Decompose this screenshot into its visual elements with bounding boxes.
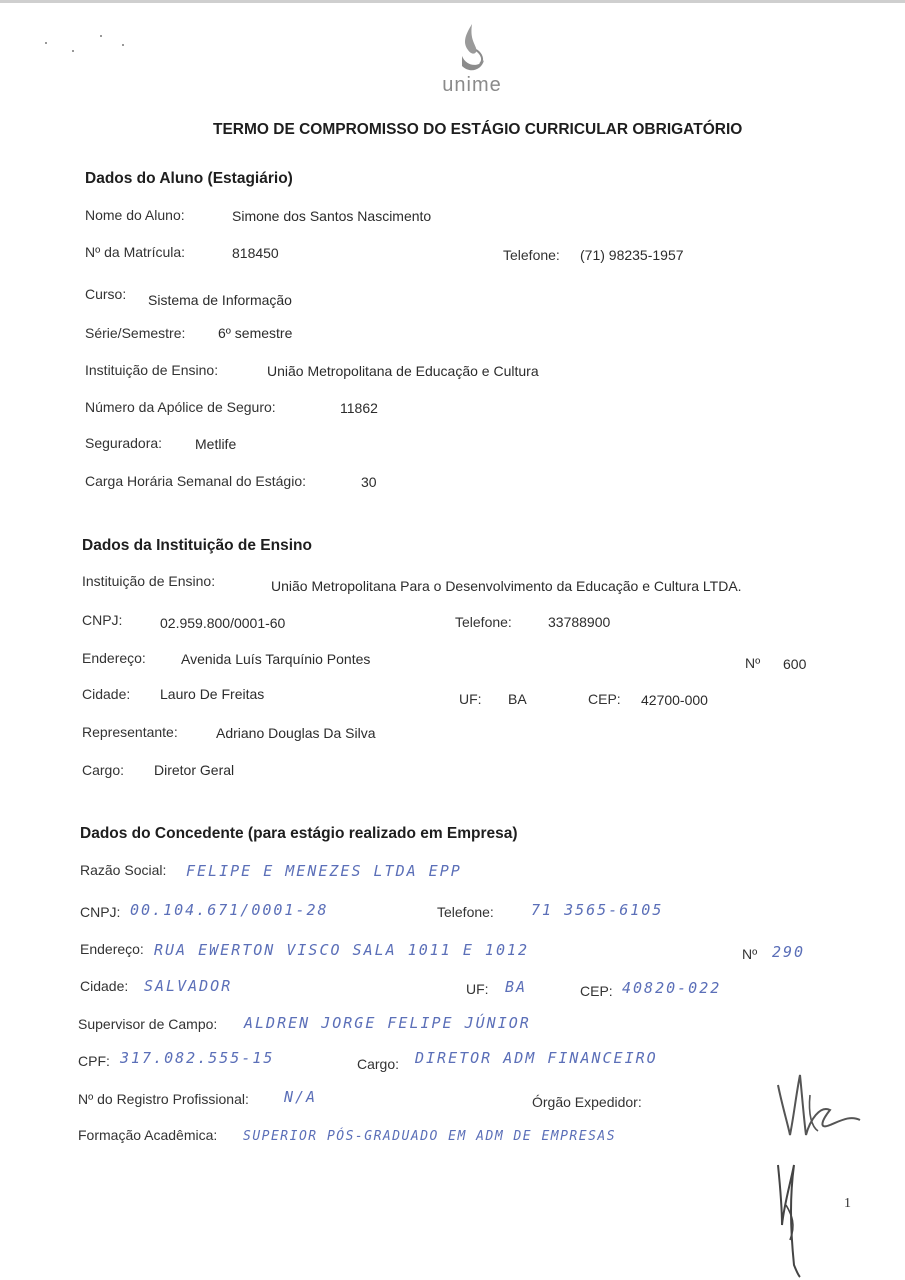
nome-aluno-value: Simone dos Santos Nascimento [232, 208, 432, 224]
matricula-value: 818450 [232, 245, 279, 261]
telefone-aluno-label: Telefone: [503, 247, 560, 263]
instituicao-uf-label: UF: [459, 691, 482, 707]
supervisor-value: ALDREN JORGE FELIPE JÚNIOR [244, 1014, 531, 1032]
telefone-aluno-value: (71) 98235-1957 [580, 247, 684, 263]
concedente-cnpj-label: CNPJ: [80, 904, 121, 920]
concedente-cargo-label: Cargo: [357, 1056, 400, 1072]
concedente-cep-label: CEP: [580, 983, 613, 999]
instituicao-numero-value: 600 [783, 656, 807, 672]
concedente-uf-value: BA [505, 978, 528, 996]
carga-value: 30 [361, 474, 377, 490]
scan-speck [45, 42, 47, 44]
registro-value: N/A [284, 1088, 318, 1106]
instituicao-nome-label: Instituição de Ensino: [82, 573, 216, 589]
document-title: TERMO DE COMPROMISSO DO ESTÁGIO CURRICULAR OBRIGATÓRIO [213, 121, 743, 138]
section-instituicao: Dados da Instituição de Ensino [82, 537, 312, 554]
instituicao-aluno-label: Instituição de Ensino: [85, 362, 219, 378]
seguradora-value: Metlife [195, 436, 237, 452]
scan-top-border [0, 0, 905, 3]
instituicao-cnpj-value: 02.959.800/0001-60 [160, 615, 286, 631]
scan-speck [100, 35, 102, 37]
scan-speck [122, 44, 124, 46]
seguradora-label: Seguradora: [85, 435, 163, 451]
concedente-cep-value: 40820-022 [622, 979, 722, 997]
instituicao-cargo-value: Diretor Geral [154, 762, 235, 778]
instituicao-endereco-value: Avenida Luís Tarquínio Pontes [181, 651, 371, 667]
apolice-label: Número da Apólice de Seguro: [85, 399, 276, 415]
razao-social-label: Razão Social: [80, 862, 167, 878]
concedente-numero-label: Nº [742, 946, 758, 962]
instituicao-cargo-label: Cargo: [82, 762, 125, 778]
concedente-cidade-label: Cidade: [80, 978, 129, 994]
instituicao-nome-value: União Metropolitana Para o Desenvolvimento da Educação e Cultura LTDA. [271, 578, 742, 594]
logo-text: unime [442, 74, 502, 96]
apolice-value: 11862 [340, 400, 378, 416]
razao-social-value: FELIPE E MENEZES LTDA EPP [186, 862, 462, 880]
instituicao-telefone-value: 33788900 [548, 614, 611, 630]
curso-value: Sistema de Informação [148, 292, 292, 308]
supervisor-label: Supervisor de Campo: [78, 1016, 218, 1032]
instituicao-numero-label: Nº [745, 655, 761, 671]
instituicao-cidade-value: Lauro De Freitas [160, 686, 265, 702]
instituicao-cidade-label: Cidade: [82, 686, 131, 702]
instituicao-aluno-value: União Metropolitana de Educação e Cultura [267, 363, 539, 379]
representante-label: Representante: [82, 724, 178, 740]
concedente-uf-label: UF: [466, 981, 489, 997]
scan-speck [72, 50, 74, 52]
concedente-endereco-label: Endereço: [80, 941, 144, 957]
formacao-value: SUPERIOR PÓS-GRADUADO EM ADM DE EMPRESAS [243, 1129, 617, 1144]
formacao-label: Formação Acadêmica: [78, 1127, 218, 1143]
instituicao-cep-label: CEP: [588, 691, 621, 707]
concedente-telefone-value: 71 3565-6105 [531, 901, 664, 919]
page-number: 1 [844, 1196, 851, 1211]
section-concedente: Dados do Concedente (para estágio realizado em Empresa) [80, 825, 518, 842]
instituicao-cnpj-label: CNPJ: [82, 612, 123, 628]
instituicao-uf-value: BA [508, 691, 527, 707]
registro-label: Nº do Registro Profissional: [78, 1091, 249, 1107]
cpf-label: CPF: [78, 1053, 110, 1069]
instituicao-endereco-label: Endereço: [82, 650, 146, 666]
serie-label: Série/Semestre: [85, 325, 186, 341]
curso-label: Curso: [85, 286, 127, 302]
section-aluno: Dados do Aluno (Estagiário) [85, 170, 293, 187]
orgao-label: Órgão Expedidor: [532, 1094, 642, 1110]
handwritten-initials-signature [760, 1065, 870, 1280]
instituicao-cep-value: 42700-000 [641, 692, 708, 708]
concedente-cidade-value: SALVADOR [144, 977, 233, 995]
serie-value: 6º semestre [218, 325, 293, 341]
cpf-value: 317.082.555-15 [120, 1049, 275, 1067]
instituicao-telefone-label: Telefone: [455, 614, 512, 630]
carga-label: Carga Horária Semanal do Estágio: [85, 473, 307, 489]
concedente-cnpj-value: 00.104.671/0001-28 [130, 901, 329, 919]
matricula-label: Nº da Matrícula: [85, 244, 186, 260]
concedente-telefone-label: Telefone: [437, 904, 494, 920]
concedente-cargo-value: DIRETOR ADM FINANCEIRO [415, 1049, 658, 1067]
nome-aluno-label: Nome do Aluno: [85, 207, 185, 223]
concedente-numero-value: 290 [772, 943, 806, 961]
concedente-endereco-value: RUA EWERTON VISCO SALA 1011 E 1012 [154, 941, 530, 959]
representante-value: Adriano Douglas Da Silva [216, 725, 376, 741]
